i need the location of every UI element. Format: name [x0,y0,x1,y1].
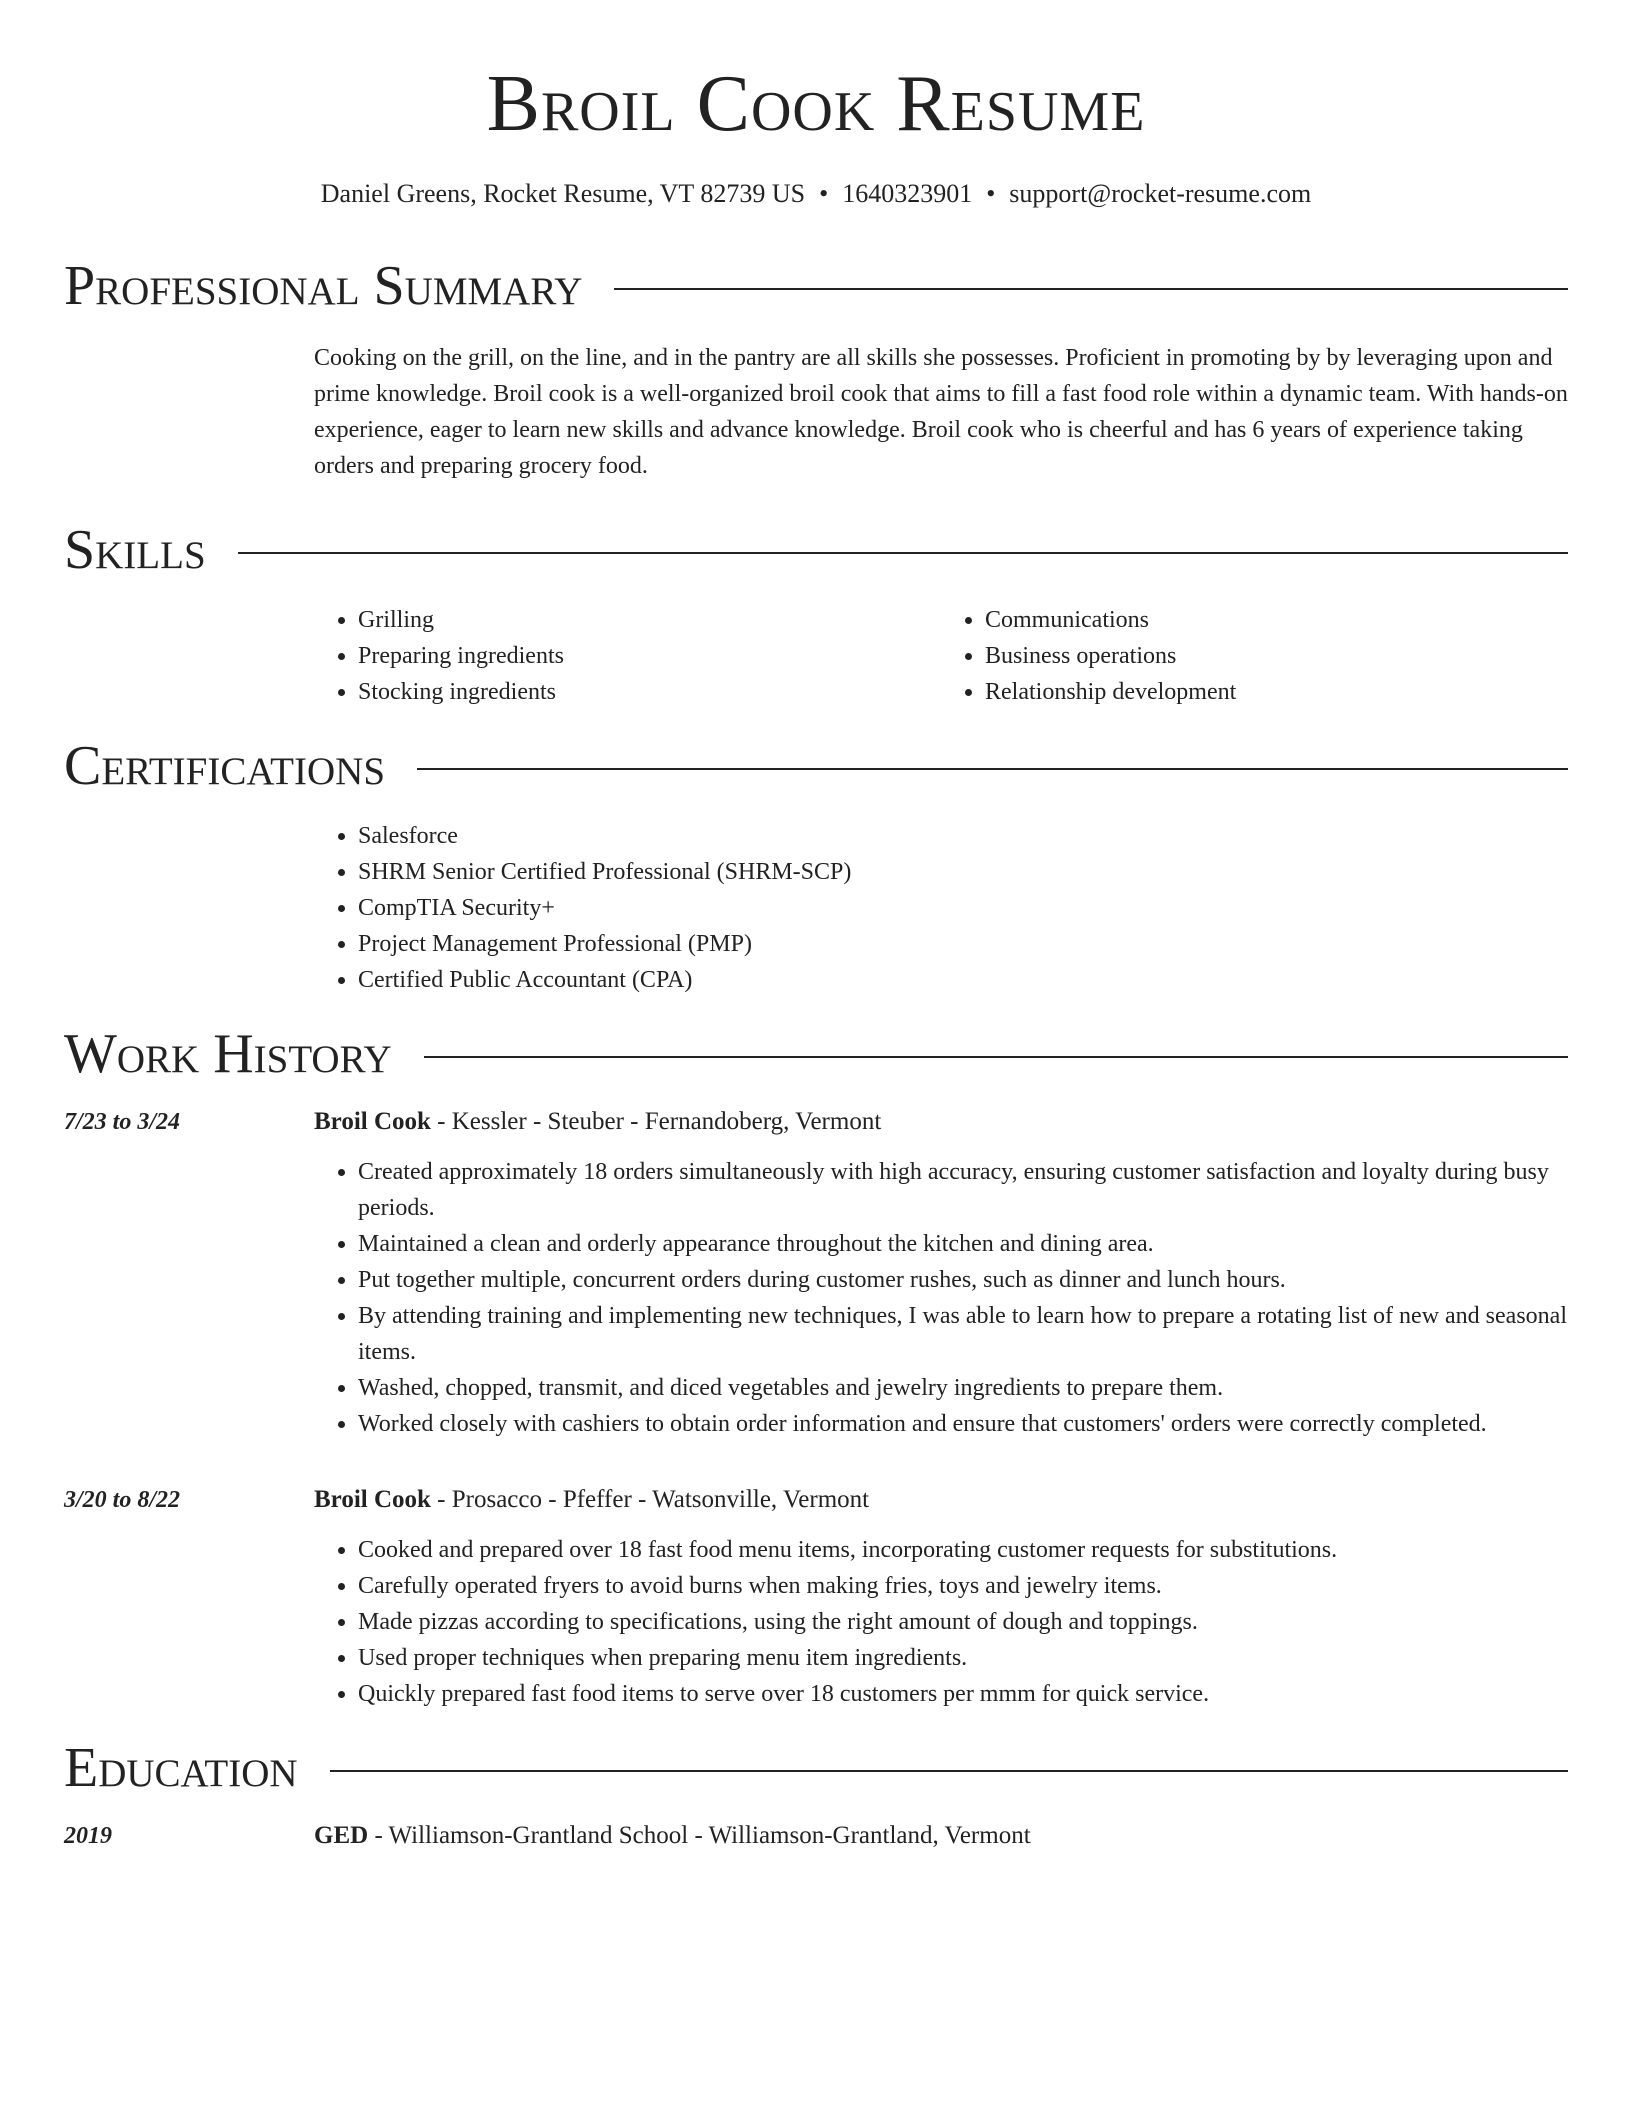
job-entry [64,1482,1568,1518]
job-bullet: • Cooked and prepared over 18 fast food menu items, incorporating customer requests for substitutions. [358,1532,1568,1568]
job-dates: 3/20 to 8/22 [64,1487,181,1513]
section-divider [330,1770,1568,1772]
skills-section-header [64,518,1568,582]
skill-item: • Relationship development [985,674,1568,710]
contact-email: support@rocket-resume.com [1009,179,1312,208]
job-entry [64,1104,1568,1140]
skill-item: • Communications [985,602,1568,638]
job-dates: 7/23 to 3/24 [64,1109,181,1135]
job-title: Broil Cook [314,1486,431,1513]
contact-line [64,178,1568,210]
education-line [314,1818,1031,1854]
summary-heading: Professional Summary [64,255,583,317]
resume-title: Broil Cook Resume [486,60,1146,148]
education-school-details: - Williamson-Grantland School - Williamson-Grantland, Vermont [368,1822,1031,1849]
job-bullet: • Made pizzas according to specifications, using the right amount of dough and toppings. [358,1604,1568,1640]
job-responsibilities [314,1532,1568,1712]
job-bullet: • Quickly prepared fast food items to serve over 18 customers per mmm for quick service. [358,1676,1568,1712]
certification-item: • Certified Public Accountant (CPA) [358,962,1568,998]
summary-section-header [64,254,1568,318]
skill-item: • Grilling [358,602,941,638]
job-bullet: • Maintained a clean and orderly appearance throughout the kitchen and dining area. [358,1226,1568,1262]
skills-column-left [314,602,941,710]
work-heading: Work History [64,1023,392,1085]
summary-text: Cooking on the grill, on the line, and in the pantry are all skills she possesses. Proficient in promoting by by leveraging upon and prime knowledge. Broil cook is a well-organized broil cook that aims to fill a fast food role within a dynamic team. With hands-on experience, eager to learn new skills and advance knowledge. Broil cook who is cheerful and has 6 years of experience taking orders and preparing grocery food. [314,345,1568,479]
job-bullet: • Washed, chopped, transmit, and diced vegetables and jewelry ingredients to prepare them. [358,1370,1568,1406]
contact-separator: • [986,179,996,208]
certification-item: • Salesforce [358,818,1568,854]
job-role-line [314,1104,881,1140]
education-year: 2019 [64,1823,112,1849]
certifications-list [314,818,1568,998]
certification-item: • SHRM Senior Certified Professional (SHRM-SCP) [358,854,1568,890]
certification-item: • CompTIA Security+ [358,890,1568,926]
job-bullet: • Put together multiple, concurrent orders during customer rushes, such as dinner and lunch hours. [358,1262,1568,1298]
job-bullet: • Used proper techniques when preparing menu item ingredients. [358,1640,1568,1676]
job-employer-details: - Kessler - Steuber - Fernandoberg, Vermont [430,1108,882,1135]
job-role-line [314,1482,869,1518]
work-section-header [64,1022,1568,1086]
job-bullet: • Created approximately 18 orders simultaneously with high accuracy, ensuring customer satisfaction and loyalty during busy periods. [358,1154,1568,1226]
job-bullet: • Carefully operated fryers to avoid burns when making fries, toys and jewelry items. [358,1568,1568,1604]
job-bullet: • Worked closely with cashiers to obtain order information and ensure that customers' orders were correctly completed. [358,1406,1568,1442]
job-employer-details: - Prosacco - Pfeffer - Watsonville, Vermont [430,1486,870,1513]
section-divider [238,552,1568,554]
section-divider [614,288,1568,290]
job-title: Broil Cook [314,1108,431,1135]
education-entry [64,1818,1568,1854]
certification-item: • Project Management Professional (PMP) [358,926,1568,962]
contact-phone: 1640323901 [842,179,973,208]
contact-separator: • [819,179,829,208]
education-section-header [64,1736,1568,1800]
education-degree: GED [314,1822,369,1849]
skills-list [314,602,1568,710]
skill-item: • Preparing ingredients [358,638,941,674]
education-heading: Education [64,1737,298,1799]
section-divider [424,1056,1568,1058]
contact-address: Daniel Greens, Rocket Resume, VT 82739 US [320,179,806,208]
job-responsibilities [314,1154,1568,1442]
skill-item: • Stocking ingredients [358,674,941,710]
job-bullet: • By attending training and implementing new techniques, I was able to learn how to prepare a rotating list of new and seasonal items. [358,1298,1568,1370]
skill-item: • Business operations [985,638,1568,674]
skills-heading: Skills [64,519,206,581]
skills-column-right [941,602,1568,710]
section-divider [417,768,1568,770]
certifications-heading: Certifications [64,735,386,797]
certifications-section-header [64,734,1568,798]
